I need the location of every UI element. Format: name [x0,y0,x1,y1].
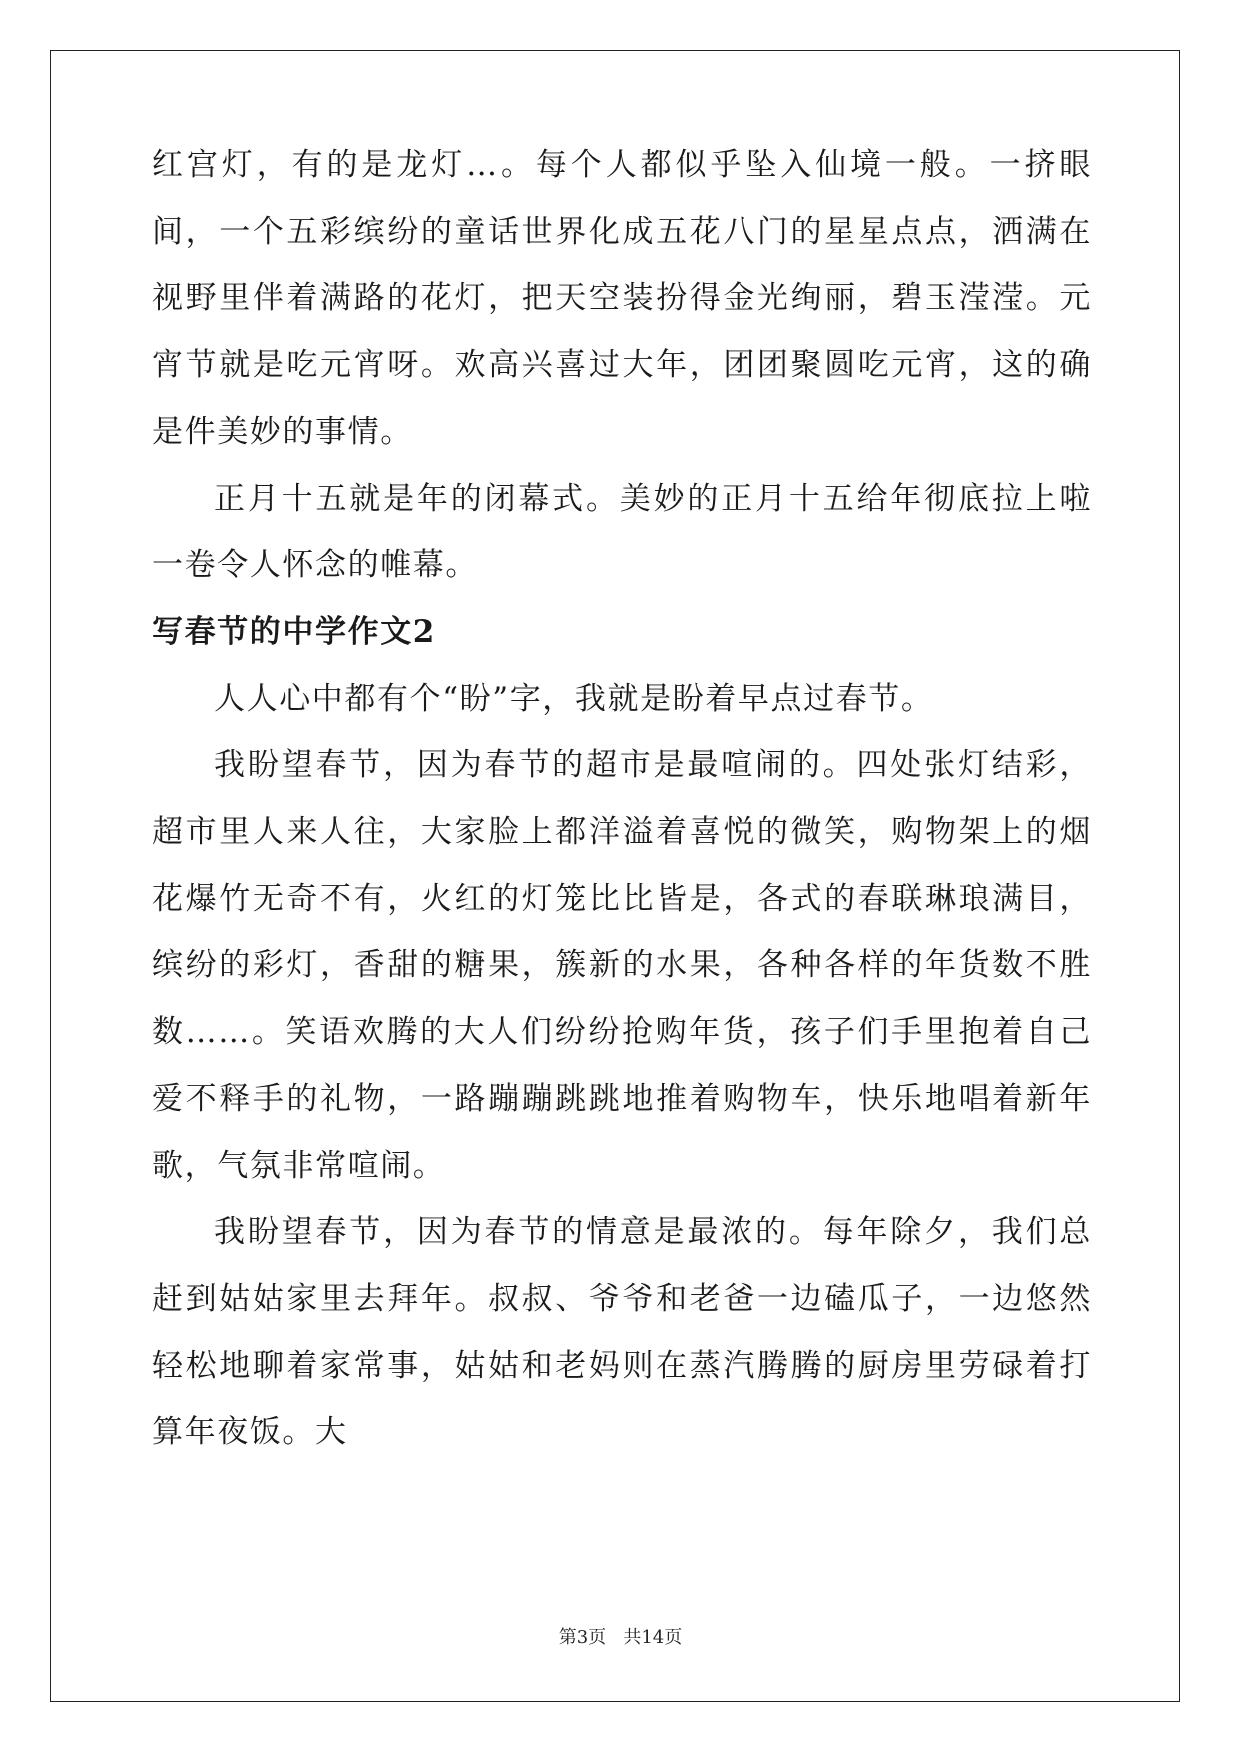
paragraph-closing: 正月十五就是年的闭幕式。美妙的正月十五给年彻底拉上啦一卷令人怀念的帷幕。 [152,480,1092,584]
paragraph-continued: 红宫灯，有的是龙灯…。每个人都似乎坠入仙境一般。一挤眼间，一个五彩缤纷的童话世界化成五花八门的星星点点，洒满在视野里伴着满路的花灯，把天空装扮得金光绚丽，碧玉滢滢。元宵节就是吃元宵呀。欢高兴喜过大年，团团聚圆吃元宵，这的确是件美妙的事情。 [152,147,1092,450]
page-number-footer: 第3页 共14页 [558,1627,683,1648]
paragraph-intro: 人人心中都有个“盼”字，我就是盼着早点过春节。 [214,680,934,717]
section-title: 写春节的中学作文2 [152,613,436,650]
paragraph-supermarket: 我盼望春节，因为春节的超市是最喧闹的。四处张灯结彩，超市里人来人往，大家脸上都洋溢着喜悦的微笑，购物架上的烟花爆竹无奇不有，火红的灯笼比比皆是，各式的春联琳琅满目，缤纷的彩灯，香甜的糖果，簇新的水果，各种各样的年货数不胜数……。笑语欢腾的大人们纷纷抢购年货，孩子们手里抱着自己爱不释手的礼物，一路蹦蹦跳跳地推着购物车，快乐地唱着新年歌，气氛非常喧闹。 [152,747,1092,1184]
paragraph-family: 我盼望春节，因为春节的情意是最浓的。每年除夕，我们总赶到姑姑家里去拜年。叔叔、爷爷和老爸一边磕瓜子，一边悠然轻松地聊着家常事，姑姑和老妈则在蒸汽腾腾的厨房里劳碌着打算年夜饭。大 [152,1214,1092,1451]
document-body [152,132,1092,1466]
